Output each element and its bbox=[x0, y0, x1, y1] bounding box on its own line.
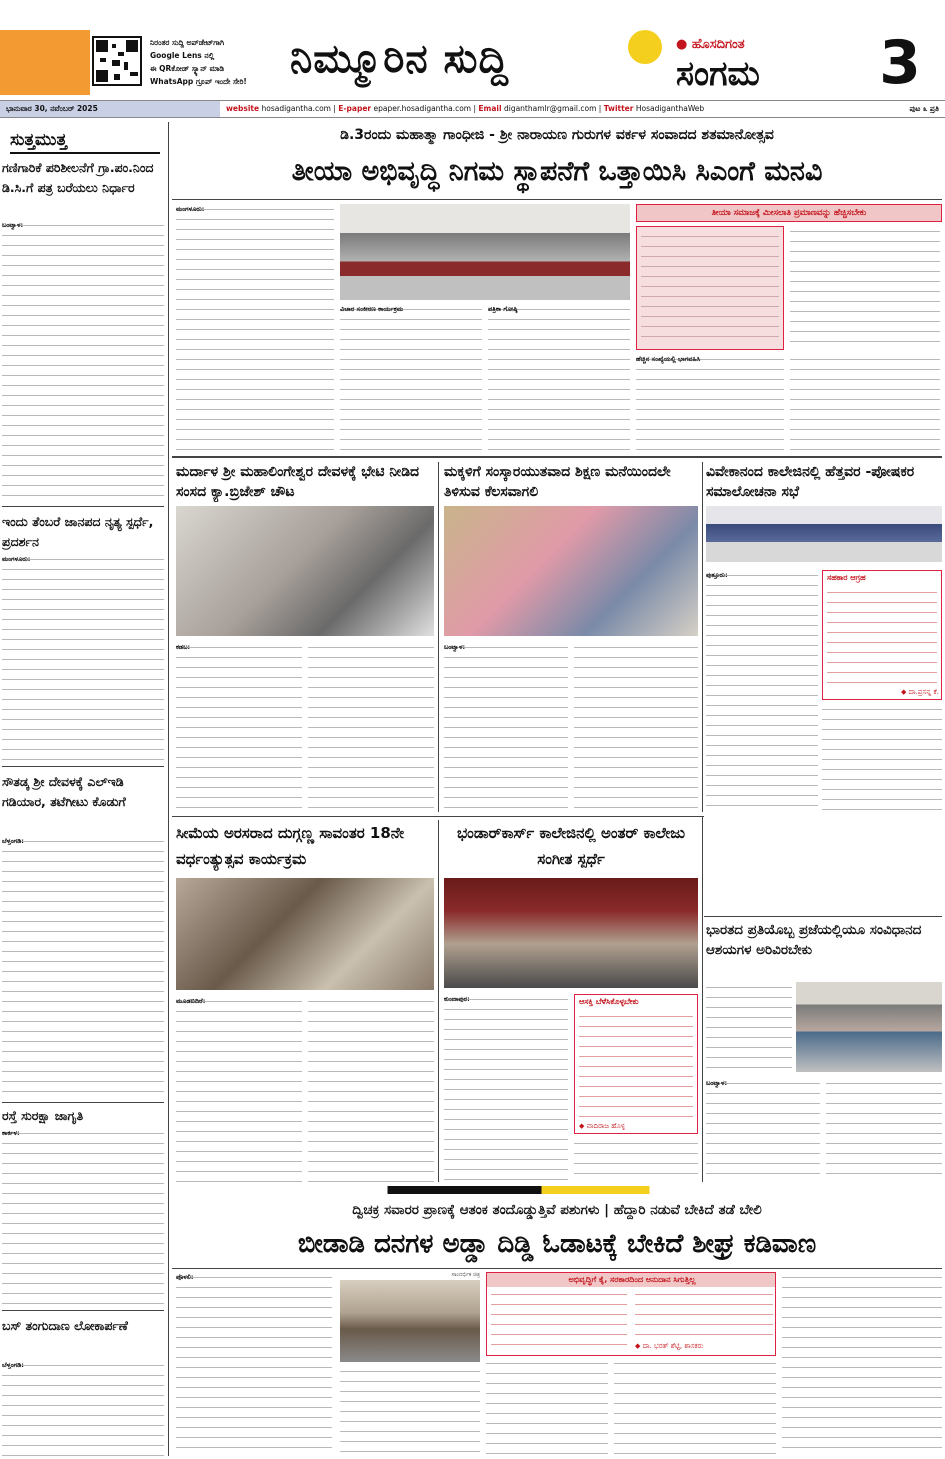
left-story-5-headline: ಬಸ್ ತಂಗುದಾಣ ಲೋಕಾರ್ಪಣೆ bbox=[2, 1318, 128, 1333]
email-link[interactable]: diganthamlr@gmail.com bbox=[503, 104, 597, 113]
bottom-headline: ಬೀಡಾಡಿ ದನಗಳ ಅಡ್ಡಾ ದಿಡ್ಡಿ ಓಡಾಟಕ್ಕೆ ಬೇಕಿದೆ ಶೀಘ್ರ ಕಡಿವಾಣ bbox=[297, 1229, 817, 1259]
music-box-title: ಆಸಕ್ತಿ ಬೆಳೆಸಿಕೊಳ್ಳಬೇಕು bbox=[579, 997, 639, 1006]
masthead bbox=[0, 0, 945, 100]
row2-story-3 bbox=[706, 462, 942, 562]
row2-story-1-photo bbox=[176, 506, 434, 636]
column-header: ಸುತ್ತಮುತ್ತ bbox=[10, 126, 160, 154]
bottom-box-title: ಅಭಿವೃದ್ಧಿಗೆ ಕೈ, ಸರಕಾರದಿಂದ ಅನುದಾನ ಸಿಗುತ್ತಿಲ್ಲ bbox=[487, 1273, 776, 1287]
lead-photo bbox=[340, 204, 630, 300]
row3-story-1 bbox=[176, 820, 434, 1182]
info-bar bbox=[0, 100, 945, 118]
row2-story-1-headline: ಮರ್ದಾಳ ಶ್ರೀ ಮಹಾಲಿಂಗೇಶ್ವರ ದೇವಳಕ್ಕೆ ಭೇಟಿ ನೀಡಿದ ಸಂಸದ ಕ್ಯಾ.ಬ್ರಿಜೇಶ್ ಚೌಟ bbox=[176, 464, 420, 500]
music-box bbox=[574, 994, 698, 1134]
lead-body-col-4 bbox=[790, 226, 940, 350]
bottom-photo-credit: ಸಾಂದರ್ಭಿಕ ಚಿತ್ರ bbox=[451, 1272, 480, 1278]
epaper-link[interactable]: epaper.hosadigantha.com bbox=[373, 104, 472, 113]
row2-story-1-body: ಕಡಬ: bbox=[176, 642, 302, 812]
music-box-byline: ◆ ವಾದಿರಾಜ ಹೊಳ್ಳ bbox=[579, 1122, 626, 1130]
bottom-divider-bar bbox=[172, 1186, 942, 1194]
lead-kicker: ಡಿ.3ರಂದು ಮಹಾತ್ಮಾ ಗಾಂಧೀಜಿ - ಶ್ರೀ ನಾರಾಯಣ ಗುರುಗಳ ವರ್ಕಳ ಸಂವಾದದ ಶತಮಾನೋತ್ಸವ bbox=[340, 127, 774, 143]
qr-note: ನಿರಂತರ ಸುದ್ದಿ ಅಪ್‌ಡೇಟ್‌ಗಾಗಿ Google Lens ನಲ್ಲಿ ಈ QRಕೋಡ್ ಸ್ಕ್ಯಾನ್ ಮಾಡಿ WhatsApp ಗ್ರೂಪ್ ಇಂದೇ ಸೇರಿ! bbox=[150, 38, 247, 86]
left-story-4-body: ಕಾರ್ಕಳ: bbox=[2, 1128, 164, 1306]
row2-story-2-headline: ಮಕ್ಕಳಿಗೆ ಸಂಸ್ಕಾರಯುತವಾದ ಶಿಕ್ಷಣ ಮನೆಯಿಂದಲೇ ತಿಳಿಸುವ ಕೆಲಸವಾಗಲಿ bbox=[444, 464, 671, 500]
bottom-kicker: ದ್ವಿಚಕ್ರ ಸವಾರರ ಪ್ರಾಣಕ್ಕೆ ಆತಂಕ ತಂದೊಡ್ಡುತ್ತಿವೆ ಪಶುಗಳು | ಹೆದ್ದಾರಿ ನಡುವೆ ಬೇಕಿದೆ ತಡೆ ಬೇಲಿ bbox=[352, 1202, 762, 1218]
sahakar-title: ಸಹಕಾರ ಆಗ್ರಹ bbox=[827, 573, 866, 582]
bottom-body-col-4 bbox=[782, 1272, 942, 1456]
lead-highlight-box bbox=[636, 226, 784, 350]
left-story-3-headline: ಸೌತಡ್ಕ ಶ್ರೀ ದೇವಳಕ್ಕೆ ಎಲ್‌ಇಡಿ ಗಡಿಯಾರ, ತಟೆಗೀಟು ಕೊಡುಗೆ bbox=[2, 774, 126, 809]
row2-story-1 bbox=[176, 462, 434, 814]
row3-story-3-photo bbox=[796, 982, 942, 1072]
sahakar-box bbox=[822, 570, 942, 700]
row2-story-2-photo bbox=[444, 506, 698, 636]
sahakar-byline: ◆ ದಾ.ಪ್ರಸನ್ನ ಕೆ. bbox=[900, 688, 939, 696]
lead-body-col-5: ಹೆಚ್ಚಿನ ಸಂಖ್ಯೆಯಲ್ಲಿ ಭಾಗವಹಿಸಿ bbox=[636, 354, 784, 452]
bottom-body-col-1: ಪೊಳಲಿ: bbox=[176, 1272, 332, 1456]
contact-strip: website hosadigantha.com | E-paper epaper.hosadigantha.com | Email diganthamlr@gmail.com | Twitter HosadiganthaWeb bbox=[226, 104, 705, 113]
sun-decor bbox=[628, 30, 662, 64]
row3-story-1-headline: ಸೀಮೆಯ ಅರಸರಾದ ದುಗ್ಗಣ್ಣ ಸಾವಂತರ 18ನೇ ವರ್ಧಂತ್ಯುತ್ಸವ ಕಾರ್ಯಕ್ರಮ bbox=[176, 824, 405, 868]
row3-story-1-photo bbox=[176, 878, 434, 990]
row3-story-3-body: ಬಂಟ್ವಾಳ: bbox=[706, 1078, 820, 1182]
left-story-2-body: ಮಂಗಳೂರು: bbox=[2, 554, 164, 762]
orange-corner bbox=[0, 30, 90, 95]
bottom-body-col-2 bbox=[340, 1366, 480, 1456]
lead-body-col-2: ವಿಚಾರ ಸಂಕೀರಣ ಕಾರ್ಯಕ್ರಮ bbox=[340, 304, 482, 452]
left-column bbox=[0, 120, 166, 1459]
edition-title: ಸಂಗಮ bbox=[676, 54, 760, 94]
row3-story-3-headline: ಭಾರತದ ಪ್ರತಿಯೊಬ್ಬ ಪ್ರಜೆಯಲ್ಲಿಯೂ ಸಂವಿಧಾನದ ಆಶಯಗಳ ಅರಿವಿರಬೇಕು bbox=[706, 922, 922, 958]
twitter-link[interactable]: HosadiganthaWeb bbox=[635, 104, 705, 113]
bottom-photo bbox=[340, 1280, 480, 1362]
row2-story-3-headline: ವಿವೇಕಾನಂದ ಕಾಲೇಜಿನಲ್ಲಿ ಹೆತ್ತವರ -ಪೋಷಕರ ಸಮಾಲೋಚನಾ ಸಭೆ bbox=[706, 464, 915, 500]
left-story-2-headline: ಇಂದು ತೆಂಬರೆ ಜಾನಪದ ನೃತ್ಯ ಸ್ಪರ್ಧೆ, ಪ್ರದರ್ಶನ bbox=[2, 514, 154, 549]
lead-headline: ತೀಯಾ ಅಭಿವೃದ್ಧಿ ನಿಗಮ ಸ್ಥಾಪನೆಗೆ ಒತ್ತಾಯಿಸಿ ಸಿಎಂಗೆ ಮನವಿ bbox=[291, 156, 823, 187]
row3-story-2-photo bbox=[444, 878, 698, 988]
left-story-1-headline: ಗಣಿಗಾರಿಕೆ ಪರಿಶೀಲನೆಗೆ ಗ್ರಾ.ಪಂ.ನಿಂದ ಡಿ.ಸಿ.ಗೆ ಪತ್ರ ಬರೆಯಲು ನಿರ್ಧಾರ bbox=[2, 160, 154, 195]
bottom-info-box bbox=[486, 1272, 776, 1356]
page-number: 3 bbox=[879, 28, 921, 98]
brand-logo: ● ಹೊಸದಿಗಂತ bbox=[676, 37, 745, 52]
row2-story-2 bbox=[444, 462, 698, 814]
website-link[interactable]: hosadigantha.com bbox=[261, 104, 331, 113]
row2-story-3-body: ಪುತ್ತೂರು: bbox=[706, 570, 818, 812]
left-story-5-body: ಬೆಳ್ತಂಗಡಿ: bbox=[2, 1360, 164, 1456]
page-count: ಪುಟ ೩ ಪ್ರತಿ bbox=[909, 104, 939, 113]
left-story-1-body: ಬಂಟ್ವಾಳ: bbox=[2, 220, 164, 502]
left-story-3-body: ಬೆಳ್ತಂಗಡಿ: bbox=[2, 836, 164, 1098]
bottom-box-byline: ◆ ದಾ. ಭರತ್ ಶೆಟ್ಟಿ, ಶಾಸಕರು bbox=[635, 1342, 704, 1350]
row3-story-2 bbox=[444, 820, 698, 1182]
row2-story-2-body: ಬಂಟ್ವಾಳ: bbox=[444, 642, 568, 812]
section-title: ನಿಮ್ಮೂರಿನ ಸುದ್ದಿ bbox=[290, 36, 509, 82]
row3-story-2-headline: ಭಂಡಾರ್‌ಕಾರ್ಸ್ ಕಾಲೇಜಿನಲ್ಲಿ ಅಂತರ್ ಕಾಲೇಜು ಸಂಗೀತ ಸ್ಪರ್ಧೆ bbox=[456, 824, 686, 868]
row3-story-1-body: ಮೂಡಬಿದಿರೆ: bbox=[176, 996, 302, 1182]
qr-code bbox=[92, 36, 142, 86]
lead-body-col-1: ಮಂಗಳೂರು: bbox=[176, 204, 334, 452]
row2-story-3-photo bbox=[706, 506, 942, 562]
left-story-4-headline: ರಸ್ತೆ ಸುರಕ್ಷಾ ಜಾಗೃತಿ bbox=[2, 1108, 84, 1123]
lead-body-col-6 bbox=[790, 354, 940, 452]
lead-side-banner: ತೀಯಾ ಸಮಾಜಕ್ಕೆ ಮೀಸಲಾತಿ ಪ್ರಮಾಣವನ್ನು ಹೆಚ್ಚಿಸಬೇಕು bbox=[636, 204, 942, 222]
row3-story-2-body: ಕುಂದಾಪುರ: bbox=[444, 994, 568, 1182]
lead-body-col-3: ಪತ್ರಿಕಾ ಗೋಷ್ಠಿ bbox=[488, 304, 630, 452]
row3-story-3 bbox=[706, 920, 942, 1182]
issue-date: ಭಾನುವಾರ 30, ನವೆಂಬರ್ 2025 bbox=[0, 101, 220, 117]
